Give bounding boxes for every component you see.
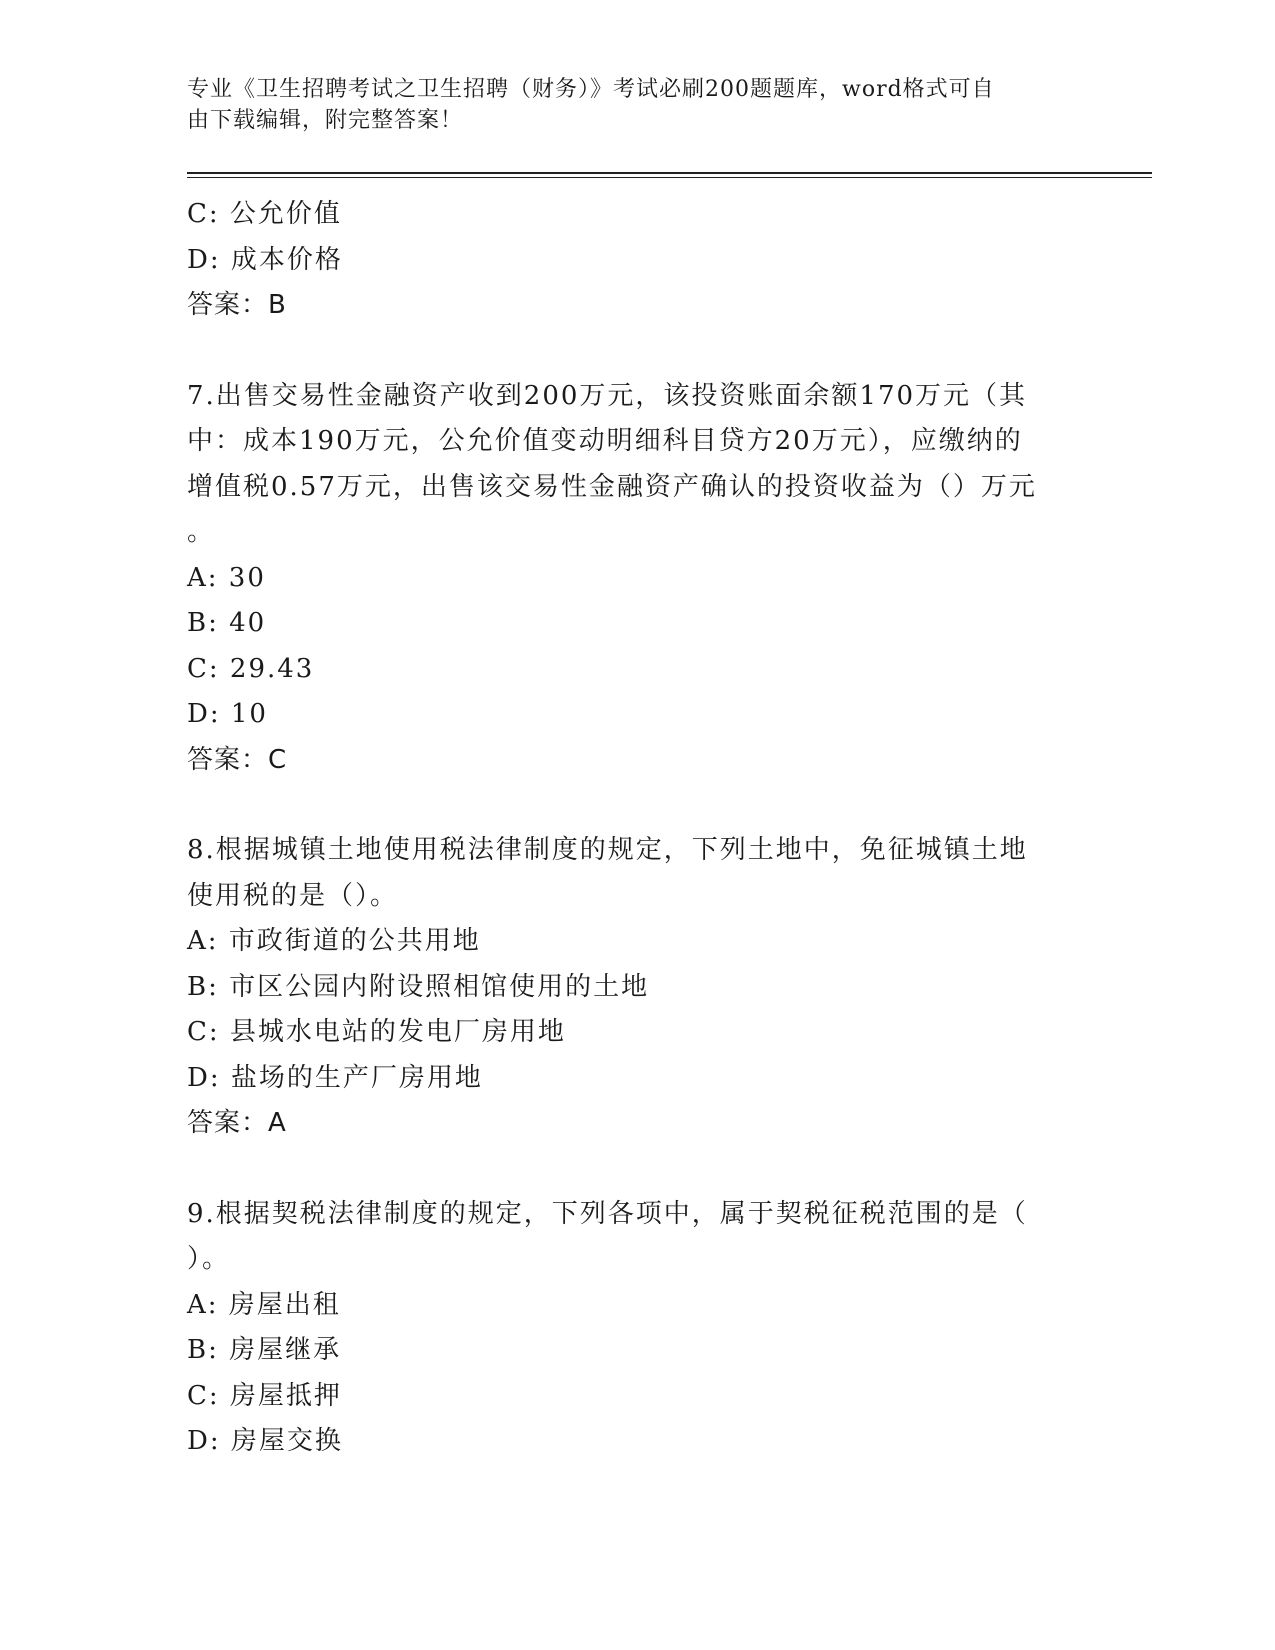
question-stem-line: 8.根据城镇土地使用税法律制度的规定，下列土地中，免征城镇土地 [187, 835, 1028, 865]
option-c: C: 公允价值 [187, 199, 342, 229]
option-b: B: 市区公园内附设照相馆使用的土地 [187, 971, 650, 1002]
option-c: C: 房屋抵押 [187, 1380, 342, 1411]
option-a: A: 市政街道的公共用地 [187, 926, 481, 956]
option-d: D: 盐场的生产厂房用地 [187, 1062, 483, 1093]
question-stem-line: 7.出售交易性金融资产收到200万元，该投资账面余额170万元（其 [187, 380, 1028, 411]
option-d: D: 成本价格 [187, 244, 343, 275]
option-c: C: 县城水电站的发电厂房用地 [187, 1017, 566, 1047]
question-stem-line: 增值税0.57万元，出售该交易性金融资产确认的投资收益为（）万元 [187, 471, 1037, 502]
option-d: D: 10 [187, 699, 268, 729]
option-d: D: 房屋交换 [187, 1426, 343, 1456]
answer-line: 答案：A [187, 1108, 287, 1138]
question-stem-line: 。 [187, 517, 216, 547]
question-stem-line: 9.根据契税法律制度的规定，下列各项中，属于契税征税范围的是（ [187, 1198, 1028, 1229]
question-8 [187, 828, 1087, 1147]
header-line-2: 由下载编辑，附完整答案！ [187, 108, 464, 133]
question-9 [187, 1192, 1087, 1465]
document-header [187, 74, 1067, 136]
previous-question-tail [187, 192, 1087, 329]
option-b: B: 40 [187, 608, 267, 638]
question-stem-line: ）。 [187, 1244, 231, 1274]
answer-line: 答案：B [187, 290, 287, 320]
question-7 [187, 374, 1087, 784]
question-list [187, 192, 1087, 1465]
option-a: A: 房屋出租 [187, 1289, 341, 1320]
answer-line: 答案：C [187, 744, 288, 775]
header-divider-top [187, 172, 1152, 174]
option-a: A: 30 [187, 562, 266, 593]
question-stem-line: 使用税的是（）。 [187, 880, 399, 911]
header-line-1: 专业《卫生招聘考试之卫生招聘（财务）》考试必刷200题题库，word格式可自 [187, 77, 995, 102]
question-stem-line: 中：成本190万元，公允价值变动明细科目贷方20万元），应缴纳的 [187, 426, 1023, 456]
header-divider-bottom [187, 177, 1152, 178]
option-b: B: 房屋继承 [187, 1335, 342, 1365]
option-c: C: 29.43 [187, 653, 315, 684]
